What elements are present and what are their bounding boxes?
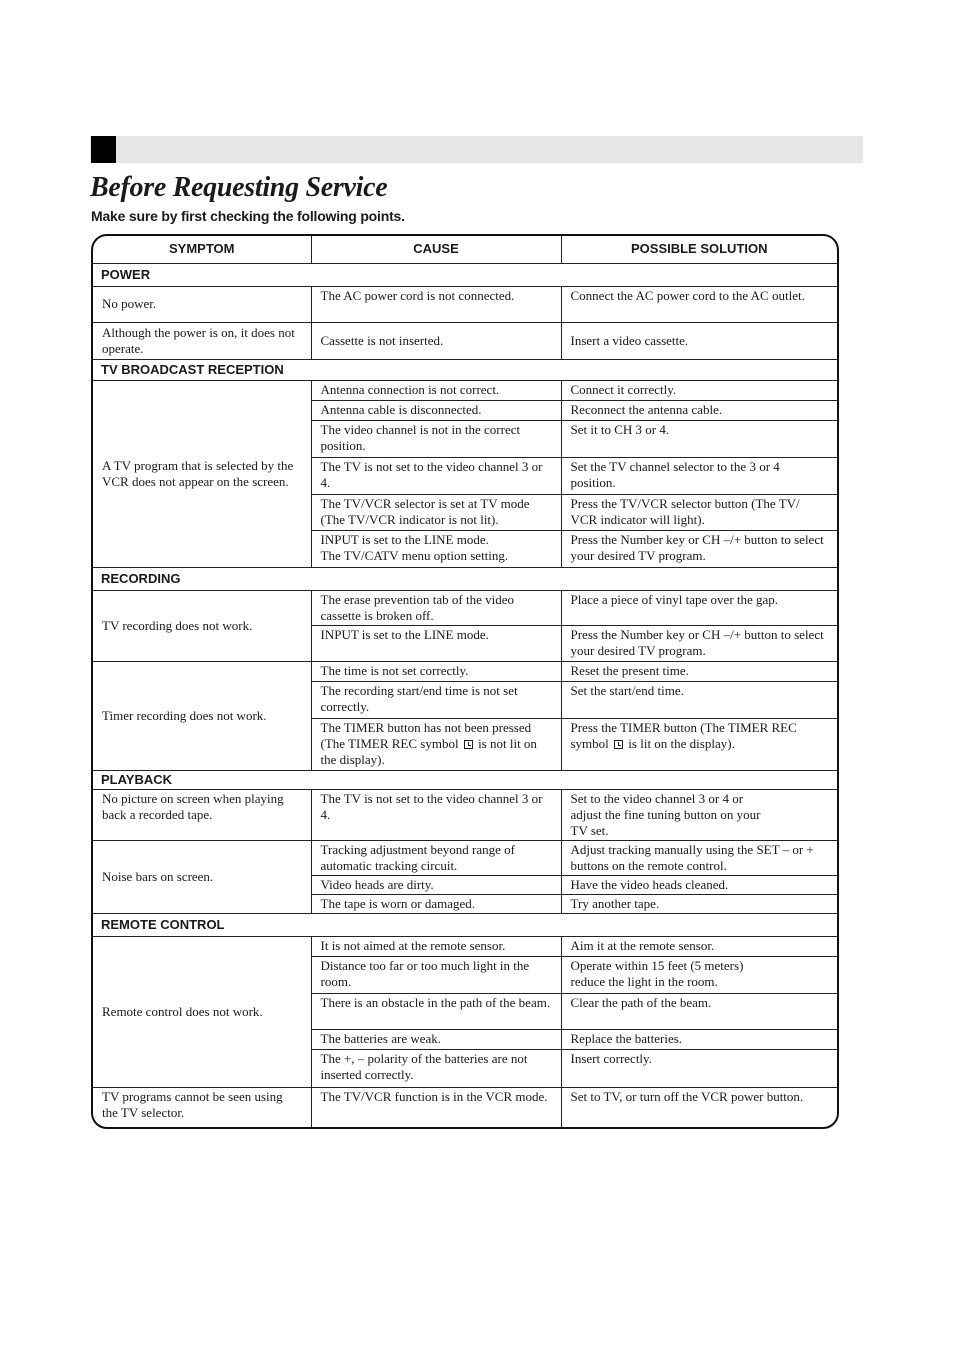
section-title-recording: RECORDING [93,567,837,590]
solution-cell: Replace the batteries. [561,1029,837,1049]
header-solution: POSSIBLE SOLUTION [561,236,837,263]
table-row [93,661,837,681]
section-row-recording [93,567,837,590]
cause-cell: There is an obstacle in the path of the beam. [311,993,561,1029]
table-row [93,322,837,359]
cause-text: The TIMER button has not been pressed (The TIMER REC symbol [320,719,532,751]
timer-rec-symbol-icon [464,740,473,749]
solution-cell: Connect the AC power cord to the AC outlet. [561,286,837,322]
header-symptom: SYMPTOM [93,236,311,263]
solution-cell: Reconnect the antenna cable. [561,400,837,420]
solution-cell: Press the TV/VCR selector button (The TV/ VCR indicator will light). [561,494,837,530]
section-title-remote-control: REMOTE CONTROL [93,913,837,936]
solution-cell [561,718,837,770]
table-row [93,936,837,956]
solution-cell: Insert a video cassette. [561,322,837,359]
solution-cell: Set it to CH 3 or 4. [561,420,837,457]
troubleshooting-table [93,236,837,1127]
cause-cell: Video heads are dirty. [311,875,561,894]
cause-cell: The tape is worn or damaged. [311,894,561,913]
section-row-tv-broadcast [93,359,837,380]
solution-cell: Press the Number key or CH –/+ button to select your desired TV program. [561,530,837,567]
solution-cell: Press the Number key or CH –/+ button to select your desired TV program. [561,625,837,661]
solution-text: Press the TIMER button (The TIMER REC symbol [570,719,797,751]
solution-text: is lit on the display). [628,735,735,751]
cause-cell: The TV is not set to the video channel 3 or 4. [311,789,561,840]
symptom-cell: Although the power is on, it does not operate. [93,322,311,359]
table-row [93,286,837,322]
cause-cell: The TV/VCR function is in the VCR mode. [311,1087,561,1127]
table-row [93,1087,837,1127]
solution-cell: Try another tape. [561,894,837,913]
solution-cell: Set to the video channel 3 or 4 or adjust the fine tuning button on your TV set. [561,789,837,840]
page-title: Before Requesting Service [90,172,388,203]
cause-cell: The video channel is not in the correct position. [311,420,561,457]
cause-cell: INPUT is set to the LINE mode. [311,625,561,661]
symptom-cell: Noise bars on screen. [93,840,311,913]
solution-cell: Connect it correctly. [561,380,837,400]
cause-cell: It is not aimed at the remote sensor. [311,936,561,956]
page-subtitle: Make sure by first checking the following points. [91,208,405,224]
solution-cell: Clear the path of the beam. [561,993,837,1029]
header-cause: CAUSE [311,236,561,263]
solution-cell: Place a piece of vinyl tape over the gap. [561,590,837,625]
section-row-power [93,263,837,286]
cause-cell: Antenna connection is not correct. [311,380,561,400]
symptom-cell: Timer recording does not work. [93,661,311,770]
section-row-remote-control [93,913,837,936]
table-row [93,590,837,625]
symptom-cell: TV recording does not work. [93,590,311,661]
symptom-cell: TV programs cannot be seen using the TV selector. [93,1087,311,1127]
header-marker-block [91,136,116,163]
table-row [93,789,837,840]
solution-cell: Adjust tracking manually using the SET – or + buttons on the remote control. [561,840,837,875]
solution-cell: Set the TV channel selector to the 3 or 4 position. [561,457,837,494]
section-title-power: POWER [93,263,837,286]
cause-cell: Cassette is not inserted. [311,322,561,359]
troubleshooting-table-frame [91,234,839,1129]
section-row-playback [93,770,837,789]
solution-cell: Insert correctly. [561,1049,837,1087]
header-bar [90,136,863,163]
symptom-cell: A TV program that is selected by the VCR does not appear on the screen. [93,380,311,567]
solution-cell: Reset the present time. [561,661,837,681]
solution-cell: Have the video heads cleaned. [561,875,837,894]
cause-text: is not lit on the display). [320,735,537,767]
cause-cell: Antenna cable is disconnected. [311,400,561,420]
cause-cell: The TV is not set to the video channel 3 or 4. [311,457,561,494]
table-row [93,840,837,875]
symptom-cell: No power. [93,286,311,322]
cause-cell: The erase prevention tab of the video cassette is broken off. [311,590,561,625]
section-title-tv-broadcast: TV BROADCAST RECEPTION [93,359,837,380]
cause-cell: The TV/VCR selector is set at TV mode (The TV/VCR indicator is not lit). [311,494,561,530]
cause-cell: Distance too far or too much light in the room. [311,956,561,993]
header-row [93,236,837,263]
cause-cell: The batteries are weak. [311,1029,561,1049]
solution-cell: Set the start/end time. [561,681,837,718]
solution-cell: Set to TV, or turn off the VCR power button. [561,1087,837,1127]
cause-cell: The +, – polarity of the batteries are not inserted correctly. [311,1049,561,1087]
cause-cell: Tracking adjustment beyond range of automatic tracking circuit. [311,840,561,875]
timer-rec-symbol-icon [614,740,623,749]
cause-cell: INPUT is set to the LINE mode. The TV/CATV menu option setting. [311,530,561,567]
symptom-cell: Remote control does not work. [93,936,311,1087]
solution-cell: Aim it at the remote sensor. [561,936,837,956]
cause-cell [311,718,561,770]
table-row [93,380,837,400]
symptom-cell: No picture on screen when playing back a recorded tape. [93,789,311,840]
solution-cell: Operate within 15 feet (5 meters) reduce the light in the room. [561,956,837,993]
cause-cell: The time is not set correctly. [311,661,561,681]
section-title-playback: PLAYBACK [93,770,837,789]
cause-cell: The AC power cord is not connected. [311,286,561,322]
cause-cell: The recording start/end time is not set correctly. [311,681,561,718]
